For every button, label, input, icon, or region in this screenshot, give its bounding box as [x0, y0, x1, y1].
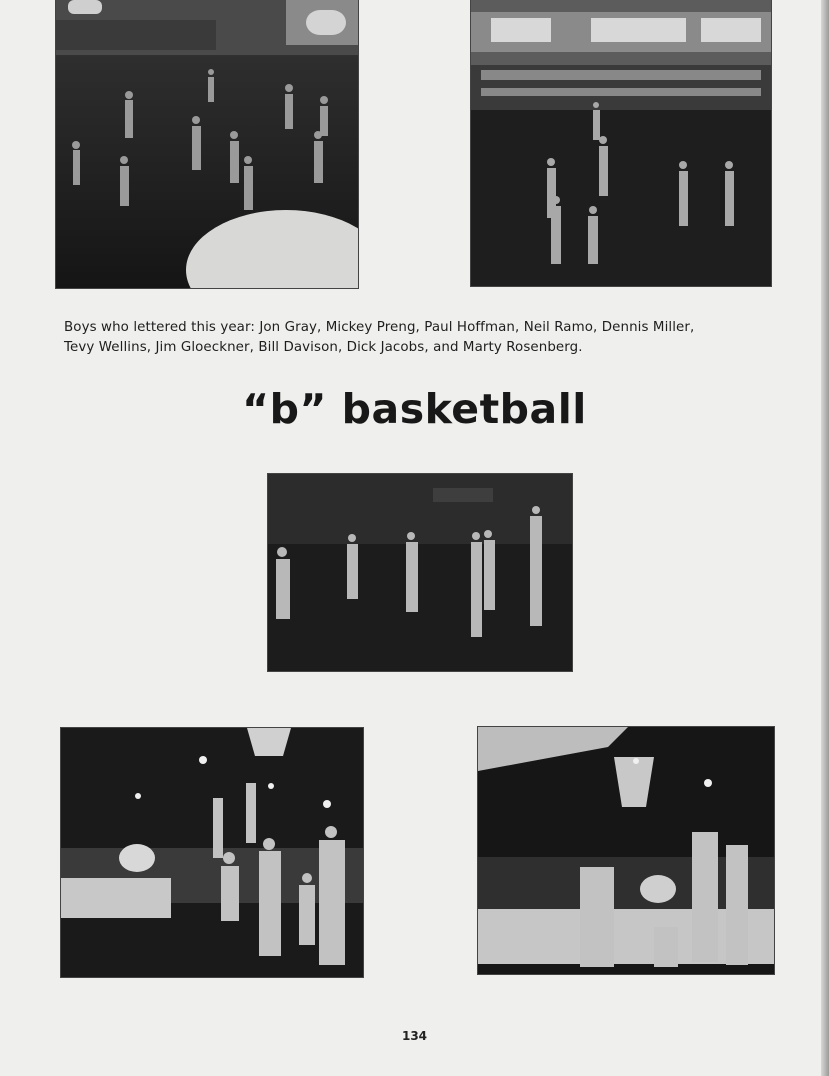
- basketball-photo-layup: [478, 727, 774, 974]
- caption-line-1: Boys who lettered this year: Jon Gray, Mickey Preng, Paul Hoffman, Neil Ramo, Dennis Miller,: [64, 320, 695, 335]
- page-edge-shadow: [821, 0, 829, 1076]
- basketball-photo-gym-overview: [56, 0, 358, 288]
- basketball-photo-jump-ball: [471, 0, 771, 286]
- basketball-photo-rebound: [268, 474, 572, 671]
- basketball-photo-shot-under-hoop: [61, 728, 363, 977]
- page-number: 134: [401, 1029, 428, 1043]
- page-title: “b” basketball: [242, 385, 587, 433]
- lettermen-caption: [64, 318, 784, 358]
- caption-line-2: Tevy Wellins, Jim Gloeckner, Bill Davison, Dick Jacobs, and Marty Rosenberg.: [64, 340, 583, 355]
